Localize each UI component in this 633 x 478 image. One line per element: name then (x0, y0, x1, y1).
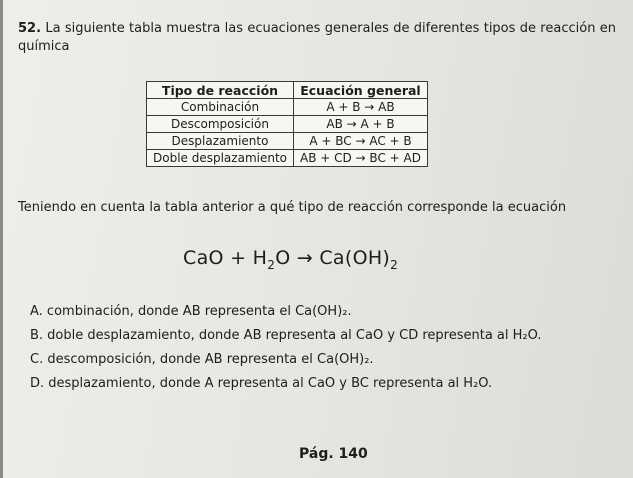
equation-subscript: 2 (390, 258, 399, 272)
table-cell: A + B → AB (294, 99, 428, 116)
table-cell: A + BC → AC + B (294, 133, 428, 150)
table-header-cell: Ecuación general (294, 82, 428, 99)
option-b[interactable]: B. doble desplazamiento, donde AB representa al CaO y CD representa al H₂O. (30, 328, 542, 343)
answer-options (30, 300, 610, 396)
table-cell: Combinación (147, 99, 294, 116)
table-header-row (147, 82, 428, 99)
option-d[interactable]: D. desplazamiento, donde A representa al CaO y BC representa al H₂O. (30, 376, 493, 391)
table-row (147, 116, 428, 133)
table-cell: Desplazamiento (147, 133, 294, 150)
table-row (147, 99, 428, 116)
question-statement: La siguiente tabla muestra las ecuaciones generales de diferentes tipos de reacción en química (18, 21, 616, 54)
page-edge (0, 0, 3, 478)
table-cell: Doble desplazamiento (147, 150, 294, 167)
chemical-equation (183, 247, 398, 272)
option-c[interactable]: C. descomposición, donde AB representa el Ca(OH)₂. (30, 352, 374, 367)
table-row (147, 150, 428, 167)
table-row (147, 133, 428, 150)
question-number: 52. (18, 21, 42, 36)
table-cell: AB + CD → BC + AD (294, 150, 428, 167)
option-a[interactable]: A. combinación, donde AB representa el Ca(OH)₂. (30, 304, 352, 319)
equation-lhs: CaO + H (183, 247, 268, 269)
table-cell: AB → A + B (294, 116, 428, 133)
question-text (18, 20, 616, 56)
equation-mid: O → Ca(OH) (275, 247, 391, 269)
page-number: Pág. 140 (299, 446, 368, 462)
table-header-cell: Tipo de reacción (147, 82, 294, 99)
prompt-text: Teniendo en cuenta la tabla anterior a qué tipo de reacción corresponde la ecuación (18, 200, 567, 215)
reaction-table-container (146, 81, 428, 167)
table-cell: Descomposición (147, 116, 294, 133)
equation-subscript: 2 (267, 258, 276, 272)
reaction-types-table (146, 81, 428, 167)
